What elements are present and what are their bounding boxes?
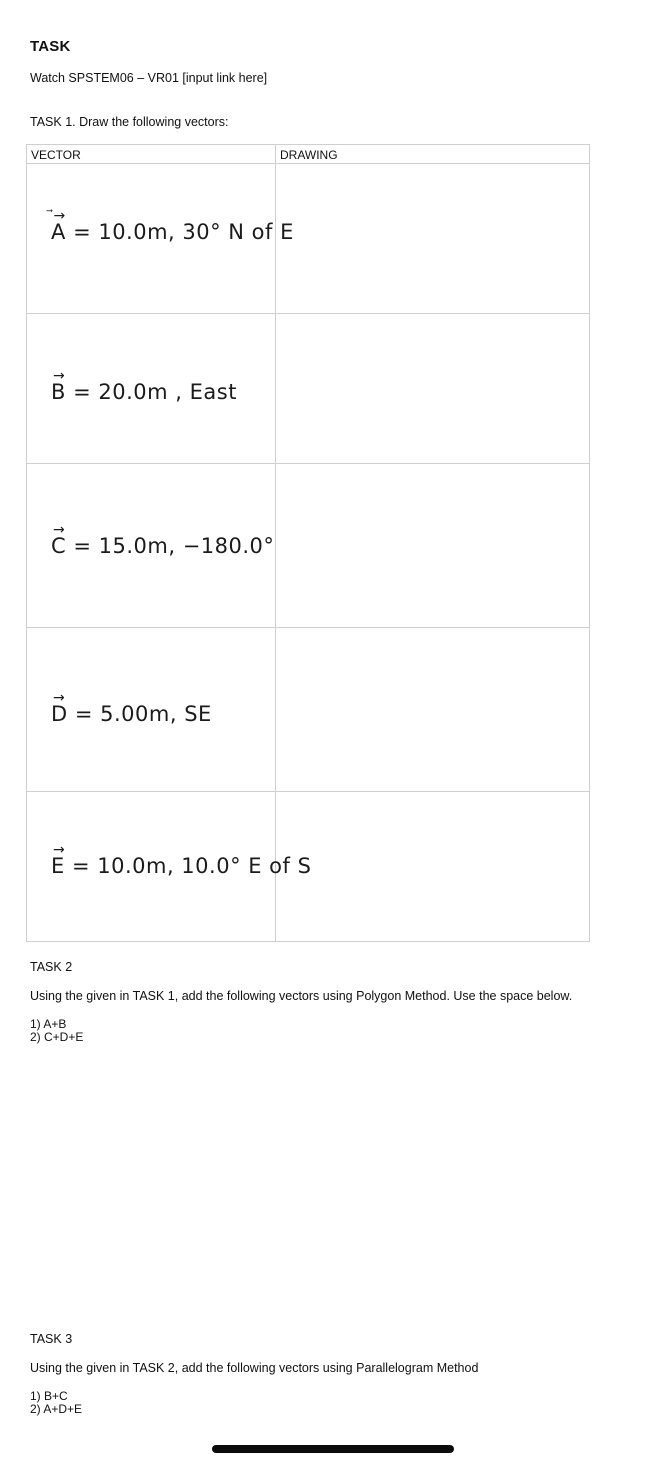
drawing-cell[interactable] xyxy=(276,314,590,464)
vector-cell xyxy=(27,628,276,792)
table-row xyxy=(27,464,590,628)
table-row xyxy=(27,164,590,314)
task1-instruction: TASK 1. Draw the following vectors: xyxy=(30,115,229,129)
vector-arrow-icon: → xyxy=(53,368,66,384)
vector-arrow-icon: → xyxy=(53,690,66,706)
drawing-cell[interactable] xyxy=(276,164,590,314)
vector-symbol: B xyxy=(51,380,66,404)
table-row xyxy=(27,314,590,464)
vector-symbol: E xyxy=(51,854,65,878)
table-row xyxy=(27,628,590,792)
drawing-cell[interactable] xyxy=(276,464,590,628)
vector-symbol: A xyxy=(51,220,66,244)
column-header-vector: VECTOR xyxy=(27,145,276,164)
task3-title: TASK 3 xyxy=(30,1332,73,1346)
page-title: TASK xyxy=(30,38,71,55)
vector-c-entry xyxy=(27,522,275,558)
vector-value: = 15.0m, −180.0° xyxy=(73,534,275,558)
vector-symbol: D xyxy=(51,702,68,726)
vector-arrow-icon: → xyxy=(53,842,66,858)
watch-instruction: Watch SPSTEM06 – VR01 [input link here] xyxy=(30,71,268,85)
vector-a-entry xyxy=(27,208,294,244)
vector-value: = 10.0m, 10.0° E of S xyxy=(71,854,312,878)
vector-table xyxy=(26,144,590,942)
vector-symbol: C xyxy=(51,534,67,558)
home-indicator[interactable] xyxy=(212,1445,454,1453)
task2-title: TASK 2 xyxy=(30,960,73,974)
vector-b-entry xyxy=(27,368,275,404)
vector-cell xyxy=(27,464,276,628)
task2-instruction: Using the given in TASK 1, add the following vectors using Polygon Method. Use the space below. xyxy=(30,989,573,1003)
vector-value: = 5.00m, SE xyxy=(74,702,212,726)
vector-value: = 20.0m , East xyxy=(73,380,237,404)
table-row xyxy=(27,792,590,942)
table-header-row xyxy=(27,145,590,164)
task3-item-2: 2) A+D+E xyxy=(30,1402,83,1416)
column-header-drawing: DRAWING xyxy=(276,145,590,164)
task3-instruction: Using the given in TASK 2, add the following vectors using Parallelogram Method xyxy=(30,1361,479,1375)
vector-e-entry xyxy=(27,842,312,878)
vector-cell xyxy=(27,314,276,464)
vector-arrow-icon: ⃗→ xyxy=(53,208,66,224)
task3-item-1: 1) B+C xyxy=(30,1389,68,1403)
vector-cell xyxy=(27,164,294,314)
vector-arrow-icon: → xyxy=(53,522,66,538)
vector-value: = 10.0m, 30° N of E xyxy=(73,220,294,244)
vector-d-entry xyxy=(27,690,275,726)
vector-cell xyxy=(27,792,312,942)
task2-item-1: 1) A+B xyxy=(30,1017,67,1031)
drawing-cell[interactable] xyxy=(276,628,590,792)
drawing-cell[interactable] xyxy=(276,792,590,942)
task2-item-2: 2) C+D+E xyxy=(30,1030,84,1044)
